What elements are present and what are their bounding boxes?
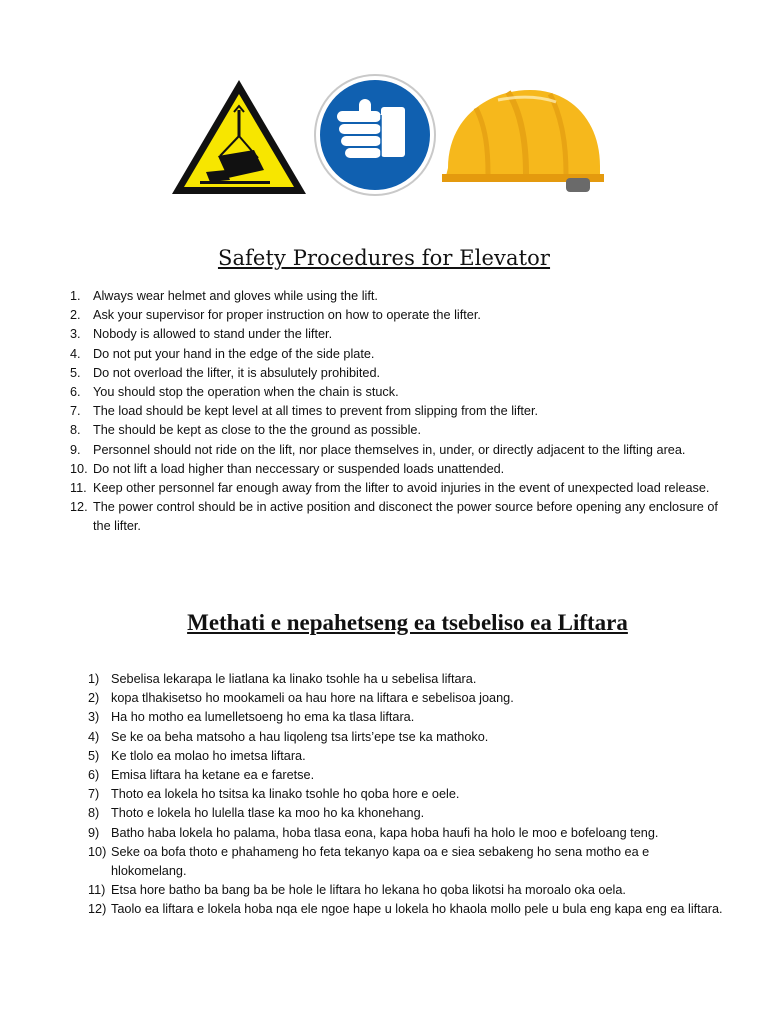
- list-item-number: 2): [88, 691, 100, 706]
- list-item-text: Batho haba lokela ho palama, hoba tlasa eona, kapa hoba haufi ha holo le moo e bofeloang teng.: [111, 825, 659, 840]
- list-item-number: 6): [88, 768, 100, 783]
- list-item-text: Sebelisa lekarapa le liatlana ka linako tsohle ha u sebelisa liftara.: [111, 672, 477, 686]
- list-item-number: 5): [88, 748, 100, 763]
- list-item-number: 1): [88, 672, 100, 686]
- list-item-text: The should be kept as close to the the ground as possible.: [93, 423, 421, 438]
- list-item-number: 1.: [70, 289, 81, 303]
- list-item-number: 2.: [70, 308, 81, 323]
- list-item-number: 3): [88, 710, 100, 725]
- list-item-text: Emisa liftara ha ketane ea e faretse.: [111, 768, 315, 783]
- list-item: [70, 402, 730, 421]
- list-item: [88, 785, 728, 804]
- list-item: [88, 766, 728, 785]
- list-item-number: 11): [88, 883, 106, 898]
- list-item-text: Ha ho motho ea lumelletsoeng ho ema ka tlasa liftara.: [111, 710, 415, 725]
- list-item-number: 4.: [70, 346, 81, 361]
- safety-helmet-icon: [438, 78, 610, 198]
- list-item: [70, 383, 730, 402]
- list-item-text: Seke oa bofa thoto e phahameng ho feta tekanyo kapa oa e siea sebakeng ho sena motho ea e hlokomelang.: [111, 844, 650, 879]
- list-item: [70, 498, 730, 536]
- list-item-number: 3.: [70, 327, 81, 342]
- list-item: [88, 728, 728, 747]
- list-item: [70, 325, 730, 344]
- list-item-text: Ke tlolo ea molao ho imetsa liftara.: [111, 748, 306, 763]
- list-item: [70, 421, 730, 440]
- safety-icons-row: [168, 68, 608, 198]
- list-item-number: 12.: [70, 500, 88, 515]
- list-item-number: 4): [88, 729, 100, 744]
- page-title-english: Safety Procedures for Elevator: [217, 246, 551, 270]
- list-item-number: 7.: [70, 404, 81, 419]
- list-item-text: Keep other personnel far enough away from the lifter to avoid injuries in the event of unexpected load release.: [93, 481, 710, 496]
- list-item-number: 8): [88, 806, 100, 821]
- wear-gloves-icon: [313, 73, 437, 197]
- list-item: [88, 804, 728, 823]
- list-item: [88, 708, 728, 727]
- list-item-text: Thoto e lokela ho lulella tlase ka moo ho ka khonehang.: [111, 806, 425, 821]
- list-item: [88, 881, 728, 900]
- list-item-number: 6.: [70, 385, 81, 400]
- list-item-number: 11.: [70, 481, 87, 496]
- list-item-text: Personnel should not ride on the lift, nor place themselves in, under, or directly adjacent to the lifting area.: [93, 442, 686, 457]
- procedures-list-sesotho: [88, 670, 728, 920]
- procedures-list-english: [70, 287, 730, 537]
- list-item-text: The load should be kept level at all times to prevent from slipping from the lifter.: [93, 404, 538, 419]
- list-item: [70, 441, 730, 460]
- list-item-number: 8.: [70, 423, 81, 438]
- list-item: [70, 345, 730, 364]
- list-item-number: 12): [88, 902, 107, 917]
- list-item-text: Always wear helmet and gloves while using the lift.: [93, 289, 378, 303]
- page-title-sesotho: Methati e nepahetseng ea tsebeliso ea Liftara: [187, 610, 628, 635]
- list-item-number: 10.: [70, 461, 88, 476]
- list-item-text: You should stop the operation when the chain is stuck.: [93, 385, 399, 400]
- list-item-text: Thoto ea lokela ho tsitsa ka linako tsohle ho qoba hore e oele.: [111, 787, 460, 802]
- list-item-text: Se ke oa beha matsoho a hau liqoleng tsa lirts’epe tse ka mathoko.: [111, 729, 489, 744]
- list-item: [70, 306, 730, 325]
- list-item-number: 10): [88, 844, 107, 859]
- list-item-text: kopa tlhakisetso ho mookameli oa hau hore na liftara e sebelisoa joang.: [111, 691, 514, 706]
- list-item-number: 5.: [70, 365, 81, 380]
- list-item: [88, 670, 728, 689]
- list-item-text: Do not put your hand in the edge of the side plate.: [93, 346, 375, 361]
- list-item: [70, 460, 730, 479]
- list-item-text: Do not lift a load higher than neccessary or suspended loads unattended.: [93, 461, 505, 476]
- warning-suspended-load-icon: [168, 76, 310, 198]
- list-item: [70, 364, 730, 383]
- list-item: [88, 900, 728, 919]
- list-item-text: Ask your supervisor for proper instruction on how to operate the lifter.: [93, 308, 481, 323]
- list-item: [70, 479, 730, 498]
- list-item-text: Nobody is allowed to stand under the lifter.: [93, 327, 333, 342]
- list-item-number: 9): [88, 825, 100, 840]
- list-item-text: Etsa hore batho ba bang ba be hole le liftara ho lekana ho qoba likotsi ha moroalo oka oela.: [111, 883, 626, 898]
- list-item-number: 7): [88, 787, 100, 802]
- list-item: [88, 843, 728, 881]
- list-item: [88, 747, 728, 766]
- list-item: [88, 689, 728, 708]
- list-item: [70, 287, 730, 306]
- list-item-number: 9.: [70, 442, 81, 457]
- list-item-text: The power control should be in active position and disconect the power source before opening any enclosure of the lifter.: [93, 500, 718, 534]
- list-item: [88, 824, 728, 843]
- list-item-text: Do not overload the lifter, it is absulutely prohibited.: [93, 365, 381, 380]
- list-item-text: Taolo ea liftara e lokela hoba nqa ele ngoe hape u lokela ho khaola mollo pele u bula eng kapa eng ea liftara.: [111, 902, 723, 917]
